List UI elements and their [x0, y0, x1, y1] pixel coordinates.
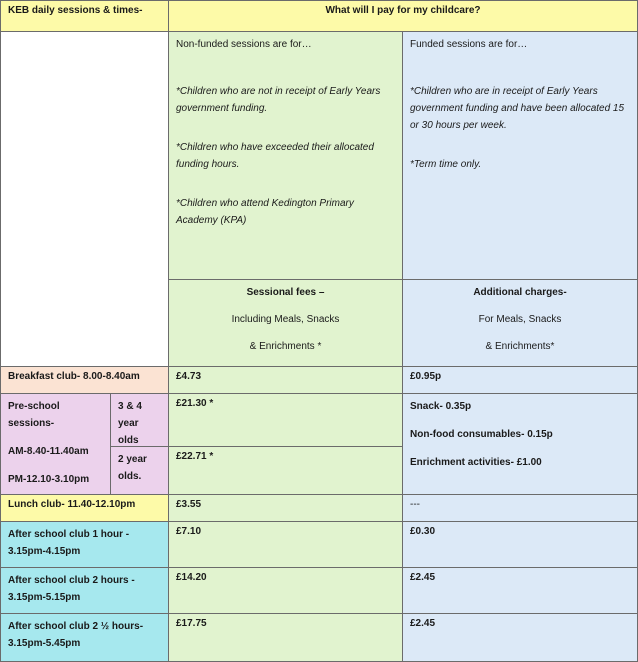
- after-school-1-hour-fee: [169, 522, 403, 568]
- additional-charges-line1: For Meals, Snacks: [478, 314, 562, 325]
- consumables-charge-text: Non-food consumables- 0.15p: [410, 429, 553, 440]
- after1-fee-text: £7.10: [176, 526, 202, 537]
- lunch-fee: [169, 495, 403, 522]
- blank-left-cell: [1, 32, 169, 367]
- after1-label-line1: After school club 1 hour -: [8, 529, 130, 540]
- after2-extra-text: £2.45: [410, 572, 436, 583]
- funded-sessions-box: [403, 32, 638, 280]
- preschool-fee-2: [169, 447, 403, 495]
- header-sessions-times: [1, 1, 169, 32]
- breakfast-extra: [403, 367, 638, 394]
- after-school-1-hour-label: [1, 522, 169, 568]
- after2-label-line1: After school club 2 hours -: [8, 575, 135, 586]
- nonfunded-sessions-box: [169, 32, 403, 280]
- after2-label-line2: 3.15pm-5.15pm: [8, 592, 81, 603]
- after-school-2-half-hours-label: [1, 614, 169, 662]
- after2-fee-text: £14.20: [176, 572, 207, 583]
- after3-fee-text: £17.75: [176, 618, 207, 629]
- sessional-fees-header: [169, 280, 403, 367]
- sessional-fees-line2: & Enrichments *: [249, 341, 322, 352]
- after1-extra-text: £0.30: [410, 526, 436, 537]
- header-what-will-i-pay: [169, 1, 638, 32]
- age-2-text: 2 year olds.: [118, 454, 147, 482]
- sessional-fees-line1: Including Meals, Snacks: [231, 314, 340, 325]
- after-school-2-half-hours-fee: [169, 614, 403, 662]
- additional-charges-title: Additional charges-: [473, 287, 567, 298]
- sessional-fees-title: Sessional fees –: [246, 287, 325, 298]
- header-left-text: KEB daily sessions & times-: [8, 5, 143, 16]
- enrichment-charge-text: Enrichment activities- £1.00: [410, 457, 542, 468]
- funded-item: *Term time only.: [410, 159, 482, 170]
- breakfast-label-text: Breakfast club- 8.00-8.40am: [8, 371, 140, 382]
- breakfast-fee: [169, 367, 403, 394]
- nonfunded-item: *Children who have exceeded their allocated funding hours.: [176, 142, 374, 170]
- after-school-2-hours-label: [1, 568, 169, 614]
- funded-item: *Children who are in receipt of Early Years government funding and have been allocated 15 or 30 hours per week.: [410, 86, 625, 131]
- lunch-extra-text: ---: [410, 499, 420, 510]
- preschool-extras: [403, 394, 638, 495]
- additional-charges-header: [403, 280, 638, 367]
- age-2-cell: [111, 447, 169, 495]
- after3-label-line1: After school club 2 ½ hours-: [8, 621, 144, 632]
- preschool-am-text: AM-8.40-11.40am: [8, 446, 89, 457]
- breakfast-club-label: [1, 367, 169, 394]
- lunch-club-label: [1, 495, 169, 522]
- age-3-4-cell: [111, 394, 169, 447]
- preschool-pm-text: PM-12.10-3.10pm: [8, 474, 90, 485]
- breakfast-fee-text: £4.73: [176, 371, 202, 382]
- after-school-2-hours-extra: [403, 568, 638, 614]
- snack-charge-text: Snack- 0.35p: [410, 401, 472, 412]
- header-right-text: What will I pay for my childcare?: [325, 5, 481, 16]
- after3-extra-text: £2.45: [410, 618, 436, 629]
- nonfunded-item: *Children who are not in receipt of Early Years government funding.: [176, 86, 381, 114]
- age-3-4-text: 3 & 4 year olds: [118, 401, 142, 446]
- after-school-2-half-hours-extra: [403, 614, 638, 662]
- preschool-fee-3-4-text: £21.30 *: [176, 398, 214, 409]
- preschool-fee-3-4: [169, 394, 403, 447]
- preschool-label-text: Pre-school sessions-: [8, 401, 60, 429]
- additional-charges-line2: & Enrichments*: [485, 341, 555, 352]
- nonfunded-title: Non-funded sessions are for…: [176, 39, 312, 50]
- funded-title: Funded sessions are for…: [410, 39, 528, 50]
- after3-label-line2: 3.15pm-5.45pm: [8, 638, 81, 649]
- preschool-sessions-label: [1, 394, 111, 495]
- lunch-extra: [403, 495, 638, 522]
- after-school-1-hour-extra: [403, 522, 638, 568]
- nonfunded-item: *Children who attend Kedington Primary Academy (KPA): [176, 198, 354, 226]
- lunch-label-text: Lunch club- 11.40-12.10pm: [8, 499, 136, 510]
- after-school-2-hours-fee: [169, 568, 403, 614]
- after1-label-line2: 3.15pm-4.15pm: [8, 546, 81, 557]
- preschool-fee-2-text: £22.71 *: [176, 451, 214, 462]
- lunch-fee-text: £3.55: [176, 499, 202, 510]
- breakfast-extra-text: £0.95p: [410, 371, 442, 382]
